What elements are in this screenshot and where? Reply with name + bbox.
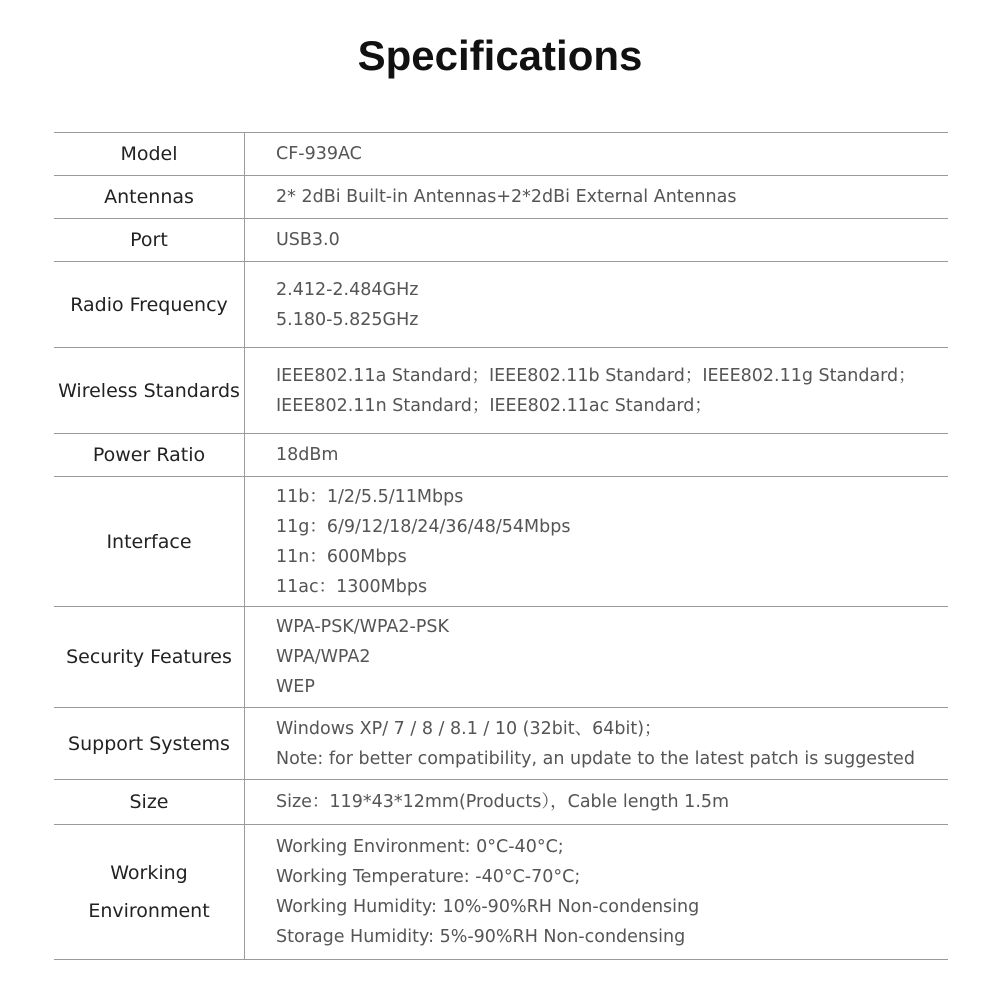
spec-value: [245, 825, 949, 960]
spec-value-line: 11ac：1300Mbps: [276, 576, 428, 597]
spec-value-line: IEEE802.11a Standard；IEEE802.11b Standard；IEEE802.11g Standard；: [276, 365, 916, 386]
spec-row-size: [54, 780, 948, 825]
spec-value-line: CF-939AC: [276, 144, 362, 164]
spec-value-line: Working Temperature: -40°C-70°C;: [276, 867, 581, 887]
spec-value-line: WPA/WPA2: [276, 647, 371, 667]
spec-label: [54, 825, 245, 960]
spec-label: Wireless Standards: [54, 348, 245, 434]
spec-value: [245, 607, 949, 708]
spec-value-line: Size：119*43*12mm(Products），Cable length 1.5m: [276, 792, 730, 812]
spec-label: Security Features: [54, 607, 245, 708]
page-title: Specifications: [357, 32, 643, 79]
spec-row-working-environment: [54, 825, 948, 960]
spec-value-line: Note: for better compatibility, an update to the latest patch is suggested: [276, 748, 915, 769]
spec-value: [245, 434, 949, 477]
spec-value-line: 18dBm: [276, 445, 339, 465]
spec-value-line: 11n：600Mbps: [276, 546, 407, 567]
spec-value: [245, 133, 949, 176]
spec-row-support-systems: [54, 708, 948, 780]
spec-value-line: 5.180-5.825GHz: [276, 309, 419, 330]
spec-row-port: [54, 219, 948, 262]
spec-label-line: Environment: [88, 900, 210, 922]
spec-value-line: Working Humidity: 10%-90%RH Non-condensing: [276, 897, 700, 917]
spec-row-security-features: [54, 607, 948, 708]
spec-value-line: Storage Humidity: 5%-90%RH Non-condensing: [276, 927, 686, 947]
spec-value: [245, 348, 949, 434]
spec-value-line: 2* 2dBi Built-in Antennas+2*2dBi External Antennas: [276, 187, 737, 207]
spec-label: Interface: [54, 477, 245, 607]
spec-row-model: [54, 133, 948, 176]
spec-value-line: Working Environment: 0°C-40°C;: [276, 837, 564, 857]
spec-value-line: WEP: [276, 677, 315, 697]
spec-value-line: 11b：1/2/5.5/11Mbps: [276, 486, 464, 507]
spec-value: [245, 262, 949, 348]
spec-value-line: WPA-PSK/WPA2-PSK: [276, 617, 449, 637]
spec-label: Port: [54, 219, 245, 262]
spec-label: Size: [54, 780, 245, 825]
spec-row-interface: [54, 477, 948, 607]
spec-label: Radio Frequency: [54, 262, 245, 348]
spec-row-wireless-standards: [54, 348, 948, 434]
spec-row-antennas: [54, 176, 948, 219]
spec-value: [245, 176, 949, 219]
spec-value-line: IEEE802.11n Standard；IEEE802.11ac Standard；: [276, 395, 712, 416]
spec-label: Support Systems: [54, 708, 245, 780]
spec-value: [245, 780, 949, 825]
spec-value-line: 2.412-2.484GHz: [276, 279, 419, 300]
spec-value-line: USB3.0: [276, 230, 340, 250]
spec-value: [245, 477, 949, 607]
spec-value-line: 11g：6/9/12/18/24/36/48/54Mbps: [276, 516, 571, 537]
spec-label: Model: [54, 133, 245, 176]
specifications-table: [54, 132, 948, 960]
spec-value-line: Windows XP/ 7 / 8 / 8.1 / 10 (32bit、64bit)；: [276, 718, 662, 739]
spec-label-line: Working: [110, 862, 188, 884]
spec-value: [245, 219, 949, 262]
spec-value: [245, 708, 949, 780]
spec-label: Antennas: [54, 176, 245, 219]
spec-row-radio-frequency: [54, 262, 948, 348]
spec-row-power-ratio: [54, 434, 948, 477]
spec-label: Power Ratio: [54, 434, 245, 477]
